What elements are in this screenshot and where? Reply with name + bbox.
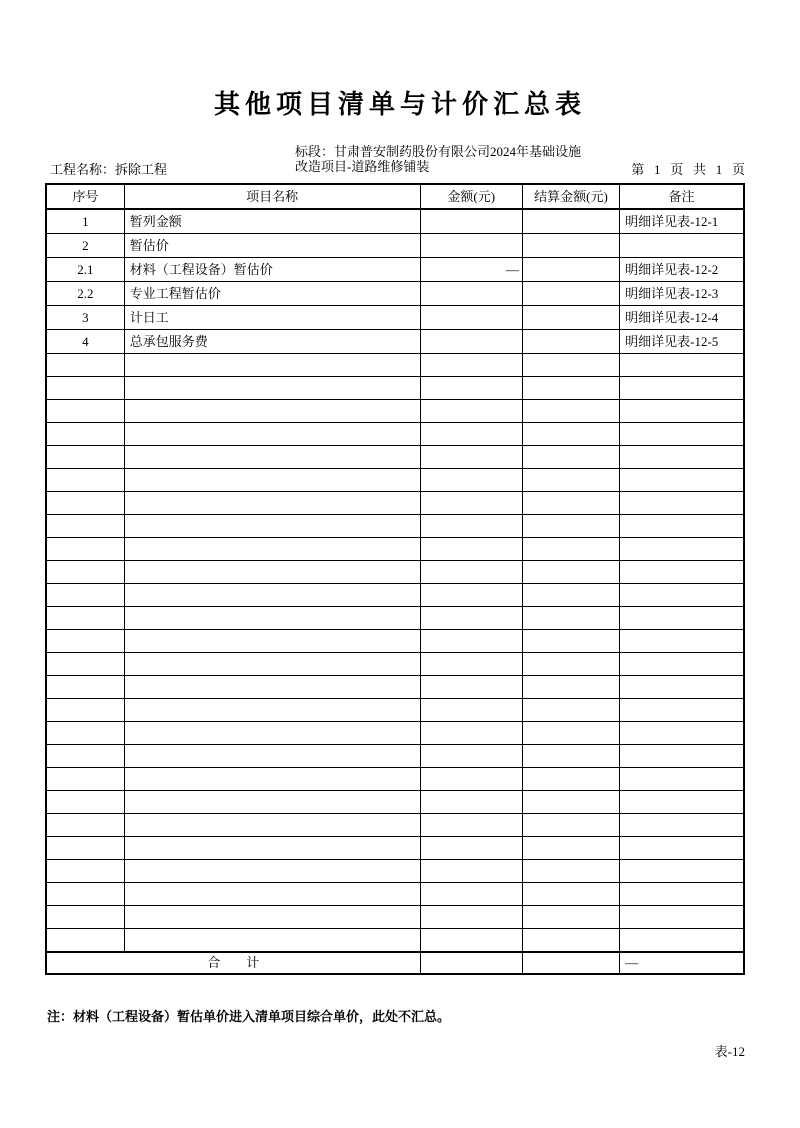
empty-cell — [46, 768, 124, 791]
empty-cell — [420, 768, 522, 791]
empty-cell — [46, 837, 124, 860]
footnote: 注：材料（工程设备）暂估单价进入清单项目综合单价，此处不汇总。 — [47, 1009, 451, 1024]
table-row — [46, 209, 744, 234]
header-row — [46, 184, 744, 209]
empty-cell — [420, 653, 522, 676]
empty-cell — [620, 653, 744, 676]
empty-cell — [46, 630, 124, 653]
remark-cell: 明细详见表-12-4 — [620, 306, 744, 330]
empty-cell — [420, 377, 522, 400]
empty-cell — [620, 883, 744, 906]
empty-row — [46, 630, 744, 653]
seq-cell: 3 — [46, 306, 124, 330]
empty-cell — [46, 446, 124, 469]
empty-cell — [522, 837, 619, 860]
empty-cell — [620, 630, 744, 653]
empty-cell — [46, 492, 124, 515]
column-header-1: 序号 — [46, 184, 124, 209]
empty-row — [46, 699, 744, 722]
empty-row — [46, 768, 744, 791]
empty-cell — [420, 814, 522, 837]
empty-cell — [522, 377, 619, 400]
empty-cell — [620, 377, 744, 400]
settlement-cell — [522, 258, 619, 282]
empty-cell — [522, 515, 619, 538]
empty-cell — [522, 607, 619, 630]
empty-cell — [620, 469, 744, 492]
empty-cell — [620, 768, 744, 791]
empty-cell — [46, 377, 124, 400]
table-row — [46, 306, 744, 330]
empty-cell — [124, 699, 420, 722]
empty-cell — [420, 538, 522, 561]
empty-cell — [124, 883, 420, 906]
empty-cell — [420, 584, 522, 607]
settlement-cell — [522, 306, 619, 330]
empty-cell — [522, 883, 619, 906]
page-title: 其他项目清单与计价汇总表 — [213, 90, 586, 119]
empty-cell — [620, 699, 744, 722]
empty-cell — [420, 423, 522, 446]
empty-cell — [124, 538, 420, 561]
empty-row — [46, 607, 744, 630]
remark-cell — [620, 234, 744, 258]
empty-cell — [522, 768, 619, 791]
empty-cell — [420, 354, 522, 377]
amount-cell — [420, 234, 522, 258]
empty-cell — [620, 837, 744, 860]
empty-cell — [46, 653, 124, 676]
seq-cell: 1 — [46, 209, 124, 234]
empty-cell — [620, 722, 744, 745]
empty-cell — [620, 423, 744, 446]
remark-cell: 明细详见表-12-2 — [620, 258, 744, 282]
total-label-cell: 合 计 — [46, 952, 420, 974]
empty-cell — [420, 745, 522, 768]
seq-cell: 2.2 — [46, 282, 124, 306]
empty-cell — [124, 515, 420, 538]
empty-cell — [124, 860, 420, 883]
name-cell: 暂列金额 — [124, 209, 420, 234]
name-cell: 材料（工程设备）暂估价 — [124, 258, 420, 282]
empty-cell — [46, 607, 124, 630]
table-row — [46, 258, 744, 282]
table-code: 表-12 — [714, 1044, 745, 1059]
name-cell: 暂估价 — [124, 234, 420, 258]
empty-cell — [522, 492, 619, 515]
empty-cell — [522, 400, 619, 423]
empty-cell — [46, 469, 124, 492]
empty-cell — [620, 791, 744, 814]
empty-cell — [522, 676, 619, 699]
amount-cell — [420, 306, 522, 330]
empty-cell — [46, 676, 124, 699]
empty-cell — [420, 699, 522, 722]
column-header-4: 结算金额(元) — [522, 184, 619, 209]
empty-cell — [620, 607, 744, 630]
empty-cell — [46, 354, 124, 377]
empty-cell — [124, 929, 420, 952]
empty-cell — [420, 492, 522, 515]
empty-cell — [124, 722, 420, 745]
empty-row — [46, 745, 744, 768]
empty-cell — [46, 561, 124, 584]
empty-cell — [522, 722, 619, 745]
empty-cell — [420, 607, 522, 630]
empty-cell — [522, 584, 619, 607]
empty-cell — [420, 446, 522, 469]
empty-cell — [124, 400, 420, 423]
empty-cell — [522, 561, 619, 584]
empty-cell — [522, 423, 619, 446]
settlement-cell — [522, 209, 619, 234]
table-row — [46, 282, 744, 306]
total-amount-cell — [420, 952, 522, 974]
empty-cell — [46, 883, 124, 906]
empty-row — [46, 377, 744, 400]
empty-cell — [46, 929, 124, 952]
empty-cell — [620, 492, 744, 515]
empty-cell — [620, 676, 744, 699]
empty-cell — [46, 791, 124, 814]
empty-row — [46, 653, 744, 676]
name-cell: 计日工 — [124, 306, 420, 330]
empty-cell — [124, 837, 420, 860]
empty-cell — [46, 745, 124, 768]
empty-cell — [620, 814, 744, 837]
empty-cell — [522, 630, 619, 653]
empty-cell — [124, 354, 420, 377]
empty-cell — [46, 400, 124, 423]
empty-cell — [522, 538, 619, 561]
table-row — [46, 330, 744, 354]
empty-cell — [420, 469, 522, 492]
empty-cell — [620, 446, 744, 469]
empty-row — [46, 561, 744, 584]
empty-cell — [124, 377, 420, 400]
empty-cell — [620, 515, 744, 538]
empty-cell — [620, 538, 744, 561]
empty-cell — [420, 791, 522, 814]
section-label-line2: 改造项目-道路维修铺装 — [295, 158, 430, 174]
empty-cell — [522, 699, 619, 722]
empty-cell — [124, 423, 420, 446]
empty-cell — [420, 837, 522, 860]
empty-cell — [420, 561, 522, 584]
empty-cell — [420, 883, 522, 906]
empty-cell — [522, 469, 619, 492]
empty-cell — [420, 515, 522, 538]
settlement-cell — [522, 282, 619, 306]
empty-cell — [124, 653, 420, 676]
empty-row — [46, 584, 744, 607]
empty-row — [46, 446, 744, 469]
empty-row — [46, 814, 744, 837]
empty-cell — [522, 446, 619, 469]
seq-cell: 2 — [46, 234, 124, 258]
amount-cell — [420, 282, 522, 306]
name-cell: 专业工程暂估价 — [124, 282, 420, 306]
settlement-cell — [522, 234, 619, 258]
seq-cell: 4 — [46, 330, 124, 354]
empty-cell — [522, 354, 619, 377]
empty-cell — [46, 699, 124, 722]
empty-cell — [124, 561, 420, 584]
empty-cell — [620, 906, 744, 929]
column-header-2: 项目名称 — [124, 184, 420, 209]
amount-cell — [420, 209, 522, 234]
empty-cell — [620, 561, 744, 584]
empty-cell — [420, 860, 522, 883]
empty-row — [46, 400, 744, 423]
empty-row — [46, 676, 744, 699]
empty-cell — [124, 584, 420, 607]
empty-row — [46, 722, 744, 745]
empty-cell — [420, 722, 522, 745]
empty-cell — [420, 929, 522, 952]
empty-cell — [124, 607, 420, 630]
remark-cell: 明细详见表-12-5 — [620, 330, 744, 354]
empty-cell — [522, 860, 619, 883]
empty-row — [46, 883, 744, 906]
empty-row — [46, 860, 744, 883]
empty-cell — [124, 768, 420, 791]
empty-cell — [124, 906, 420, 929]
name-cell: 总承包服务费 — [124, 330, 420, 354]
table-header — [46, 184, 744, 209]
empty-cell — [620, 860, 744, 883]
empty-cell — [620, 745, 744, 768]
empty-row — [46, 423, 744, 446]
empty-cell — [124, 745, 420, 768]
empty-cell — [522, 814, 619, 837]
page-indicator: 第 1 页 共 1 页 — [631, 162, 745, 177]
table-meta — [45, 145, 745, 182]
empty-row — [46, 354, 744, 377]
empty-row — [46, 929, 744, 952]
empty-cell — [620, 354, 744, 377]
empty-cell — [46, 515, 124, 538]
empty-cell — [124, 814, 420, 837]
empty-row — [46, 538, 744, 561]
amount-cell — [420, 330, 522, 354]
remark-cell: 明细详见表-12-1 — [620, 209, 744, 234]
empty-cell — [420, 400, 522, 423]
table-row — [46, 234, 744, 258]
empty-cell — [522, 653, 619, 676]
empty-cell — [46, 860, 124, 883]
empty-row — [46, 469, 744, 492]
column-header-5: 备注 — [620, 184, 744, 209]
empty-cell — [46, 906, 124, 929]
empty-cell — [620, 400, 744, 423]
column-header-3: 金额(元) — [420, 184, 522, 209]
empty-cell — [124, 676, 420, 699]
settlement-cell — [522, 330, 619, 354]
summary-table — [45, 183, 745, 975]
empty-row — [46, 906, 744, 929]
section-label-line1: 标段：甘肃普安制药股份有限公司2024年基础设施 — [295, 144, 582, 159]
total-row — [46, 952, 744, 974]
empty-cell — [124, 446, 420, 469]
empty-cell — [522, 929, 619, 952]
empty-cell — [420, 906, 522, 929]
total-remark-cell: — — [620, 952, 744, 974]
empty-cell — [124, 630, 420, 653]
empty-cell — [46, 423, 124, 446]
empty-cell — [124, 492, 420, 515]
empty-cell — [420, 676, 522, 699]
empty-cell — [46, 722, 124, 745]
amount-cell: — — [420, 258, 522, 282]
empty-row — [46, 791, 744, 814]
empty-cell — [620, 584, 744, 607]
empty-cell — [124, 469, 420, 492]
empty-cell — [46, 584, 124, 607]
empty-cell — [522, 745, 619, 768]
project-name-label: 工程名称：拆除工程 — [50, 162, 168, 177]
empty-cell — [522, 906, 619, 929]
empty-row — [46, 492, 744, 515]
seq-cell: 2.1 — [46, 258, 124, 282]
empty-cell — [522, 791, 619, 814]
empty-cell — [46, 814, 124, 837]
total-settlement-cell — [522, 952, 619, 974]
section-label — [295, 145, 581, 174]
table-body — [46, 209, 744, 974]
empty-cell — [46, 538, 124, 561]
empty-cell — [124, 791, 420, 814]
empty-row — [46, 515, 744, 538]
empty-cell — [420, 630, 522, 653]
empty-cell — [620, 929, 744, 952]
remark-cell: 明细详见表-12-3 — [620, 282, 744, 306]
empty-row — [46, 837, 744, 860]
